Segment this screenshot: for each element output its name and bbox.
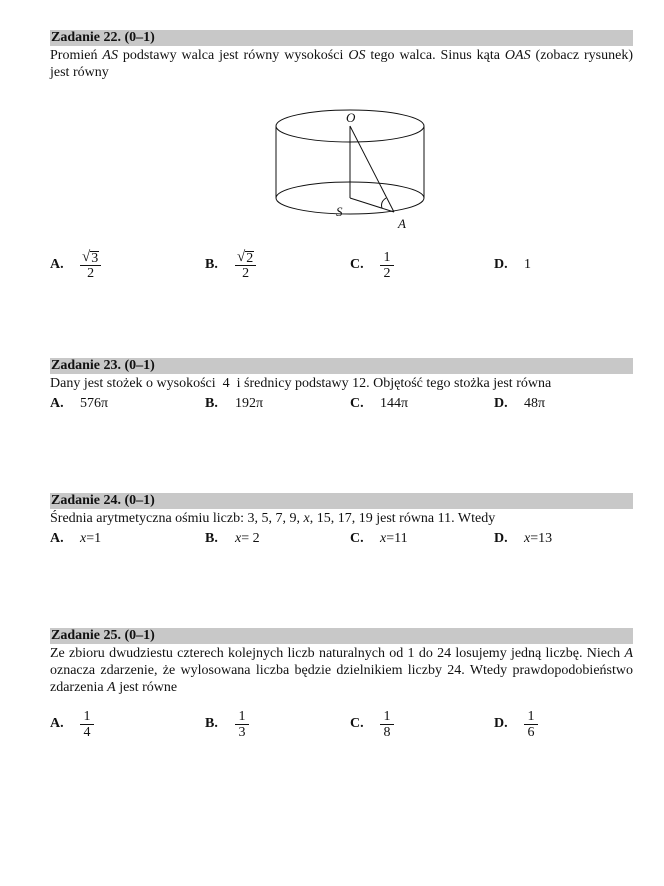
answer-letter: C.: [350, 531, 364, 546]
answer-options: [50, 527, 633, 551]
fraction: $\frac{1}{8}$: [380, 709, 394, 740]
cylinder-figure: [270, 108, 430, 233]
answer-options: [50, 392, 633, 416]
answer-b[interactable]: [205, 392, 263, 416]
answer-letter: A.: [50, 396, 64, 411]
task-22: [50, 30, 633, 281]
task-text: Ze zbioru dwudziestu czterech kolejnych liczb naturalnych od 1 do 24 losujemy jedną liczbę. Niech A oznacza zdarzenie, że wylosowana liczba będzie dzielnikiem liczby 24. Wtedy prawdopodobieństwo zdarzenia A jest równe: [50, 646, 633, 695]
answer-letter: A.: [50, 531, 64, 546]
answer-letter: D.: [494, 716, 508, 731]
answer-c[interactable]: [350, 245, 394, 285]
answer-variable: x: [524, 531, 531, 546]
label-s: S: [336, 204, 343, 219]
answer-letter: A.: [50, 257, 64, 272]
fraction: $\frac{1}{6}$: [524, 709, 538, 740]
answer-letter: B.: [205, 257, 218, 272]
angle-arc-a: [382, 198, 387, 208]
task-text: Promień AS podstawy walca jest równy wysokości OS tego walca. Sinus kąta OAS (zobacz rysunek) jest równy: [50, 48, 633, 80]
fraction: $\frac{1}{4}$: [80, 709, 94, 740]
answer-options: [50, 704, 633, 744]
task-24: [50, 493, 633, 546]
answer-value: = 2: [241, 531, 260, 546]
answer-value: 1: [524, 257, 531, 272]
answer-b[interactable]: [205, 245, 256, 285]
task-25: [50, 628, 633, 740]
answer-value: 192π: [235, 396, 264, 411]
answer-d[interactable]: [494, 392, 545, 416]
answer-letter: D.: [494, 257, 508, 272]
answer-letter: B.: [205, 531, 218, 546]
fraction: √ 2 2: [235, 250, 256, 281]
answer-options: [50, 245, 633, 285]
answer-value: 48π: [524, 396, 546, 411]
task-text: Średnia arytmetyczna ośmiu liczb: 3, 5, 7, 9, x, 15, 17, 19 jest równa 11. Wtedy: [50, 511, 496, 526]
fraction: $\frac{1}{2}$: [380, 250, 394, 281]
label-a: A: [398, 216, 406, 231]
square-root: √ 2: [237, 248, 254, 266]
square-root: √ 3: [82, 248, 99, 266]
label-o: O: [346, 110, 356, 125]
answer-letter: A.: [50, 716, 64, 731]
answer-letter: C.: [350, 396, 364, 411]
answer-d[interactable]: [494, 704, 538, 744]
answer-value: 576π: [80, 396, 109, 411]
answer-letter: D.: [494, 396, 508, 411]
answer-letter: D.: [494, 531, 508, 546]
answer-variable: x: [380, 531, 387, 546]
answer-d[interactable]: [494, 245, 531, 285]
answer-letter: C.: [350, 716, 364, 731]
task-header: Zadanie 23. (0–1): [50, 358, 633, 374]
answer-value: =11: [386, 531, 408, 546]
answer-value: =13: [530, 531, 553, 546]
answer-c[interactable]: [350, 704, 394, 744]
answer-variable: x: [235, 531, 242, 546]
segment-oa: [350, 126, 394, 212]
task-header: Zadanie 24. (0–1): [50, 493, 633, 509]
task-text: Dany jest stożek o wysokości 4 i średnicy podstawy 12. Objętość tego stożka jest równa: [50, 376, 552, 391]
answer-a[interactable]: [50, 527, 101, 551]
answer-a[interactable]: [50, 704, 94, 744]
answer-d[interactable]: [494, 527, 552, 551]
answer-letter: B.: [205, 396, 218, 411]
answer-value: =1: [86, 531, 102, 546]
answer-b[interactable]: [205, 527, 260, 551]
answer-c[interactable]: [350, 527, 408, 551]
answer-c[interactable]: [350, 392, 408, 416]
answer-letter: B.: [205, 716, 218, 731]
answer-variable: x: [80, 531, 87, 546]
cylinder-bottom-front: [276, 198, 424, 214]
answer-a[interactable]: [50, 245, 101, 285]
fraction: √ 3 2: [80, 250, 101, 281]
answer-value: 144π: [380, 396, 409, 411]
fraction: $\frac{1}{3}$: [235, 709, 249, 740]
answer-b[interactable]: [205, 704, 249, 744]
task-23: [50, 358, 633, 411]
answer-a[interactable]: [50, 392, 108, 416]
answer-letter: C.: [350, 257, 364, 272]
task-header: Zadanie 22. (0–1): [50, 30, 633, 46]
task-header: Zadanie 25. (0–1): [50, 628, 633, 644]
